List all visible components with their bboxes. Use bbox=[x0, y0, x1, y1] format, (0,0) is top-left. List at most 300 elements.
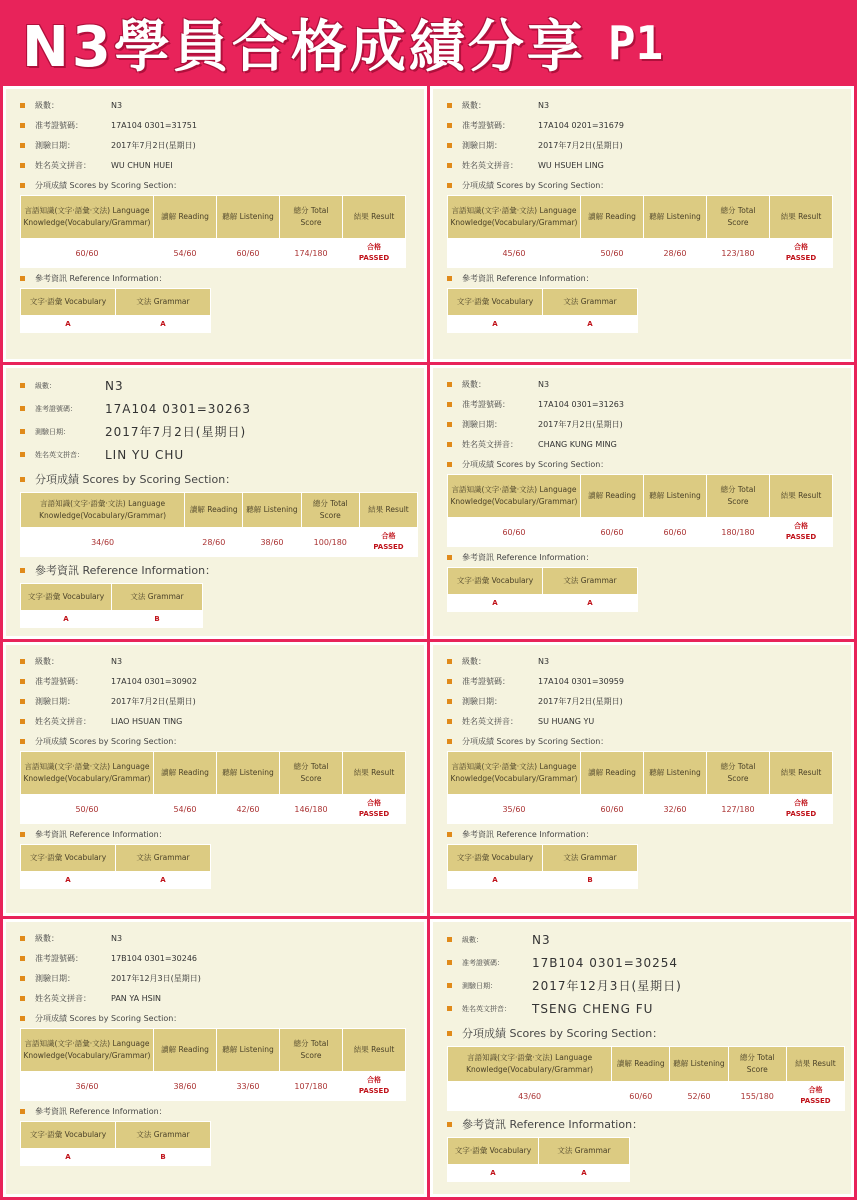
col-language-header: 言語知識(文字·語彙·文法) Language Knowledge(Vocabulary/Grammar) bbox=[448, 752, 580, 794]
bullet-icon bbox=[447, 183, 452, 188]
scores-section-heading bbox=[447, 1020, 845, 1046]
bullet-icon bbox=[20, 976, 25, 981]
result-en: PASSED bbox=[785, 810, 817, 818]
score-card bbox=[430, 86, 854, 362]
bullet-icon bbox=[20, 832, 25, 837]
score-table bbox=[20, 492, 418, 557]
exam-date-label: 測驗日期： bbox=[462, 419, 502, 429]
exam-date-label: 測驗日期： bbox=[35, 973, 75, 983]
result-cn: 合格 bbox=[794, 243, 808, 251]
level-row bbox=[20, 95, 418, 115]
exam-date-value: 2017年12月3日(星期日) bbox=[532, 979, 682, 993]
exam-number-row bbox=[447, 394, 845, 414]
level-row bbox=[447, 651, 845, 671]
exam-date-label: 測驗日期： bbox=[35, 140, 75, 150]
bullet-icon bbox=[20, 936, 25, 941]
result-cell bbox=[360, 528, 417, 556]
level-row bbox=[20, 651, 418, 671]
result-cell bbox=[343, 795, 405, 823]
grammar-grade: A bbox=[543, 595, 637, 611]
bullet-icon bbox=[20, 429, 25, 434]
col-total-header: 總分 Total Score bbox=[280, 752, 342, 794]
exam-number-value: 17A104 0301=31751 bbox=[111, 120, 197, 130]
total-score: 155/180 bbox=[729, 1082, 786, 1110]
reference-table bbox=[447, 567, 638, 612]
language-score: 60/60 bbox=[21, 239, 153, 267]
scores-section-heading bbox=[20, 175, 418, 195]
exam-number-value: 17A104 0301=30263 bbox=[105, 401, 251, 416]
exam-number-label: 准考證號碼： bbox=[35, 676, 83, 686]
score-card bbox=[3, 642, 427, 916]
col-total-header: 總分 Total Score bbox=[729, 1047, 786, 1081]
col-total-header: 總分 Total Score bbox=[302, 493, 359, 527]
score-card bbox=[3, 919, 427, 1197]
grammar-header: 文法 Grammar bbox=[543, 845, 637, 871]
scores-section-label: 分項成績 Scores by Scoring Section： bbox=[462, 736, 609, 746]
language-score: 35/60 bbox=[448, 795, 580, 823]
reference-table bbox=[20, 583, 203, 628]
bullet-icon bbox=[447, 659, 452, 664]
vocab-header: 文字·語彙 Vocabulary bbox=[21, 289, 115, 315]
vocab-header: 文字·語彙 Vocabulary bbox=[21, 584, 111, 610]
exam-date-value: 2017年7月2日(星期日) bbox=[538, 140, 623, 150]
listening-score: 38/60 bbox=[243, 528, 300, 556]
scores-section-label: 分項成績 Scores by Scoring Section： bbox=[35, 1013, 182, 1023]
col-language-header: 言語知識(文字·語彙·文法) Language Knowledge(Vocabulary/Grammar) bbox=[21, 493, 184, 527]
exam-number-row bbox=[20, 115, 418, 135]
score-table bbox=[20, 1028, 406, 1101]
scores-section-heading bbox=[447, 175, 845, 195]
level-value: N3 bbox=[532, 932, 551, 947]
scores-section-label: 分項成績 Scores by Scoring Section： bbox=[35, 180, 182, 190]
result-cell bbox=[770, 518, 832, 546]
bullet-icon bbox=[20, 956, 25, 961]
vocab-header: 文字·語彙 Vocabulary bbox=[448, 1138, 538, 1164]
name-row bbox=[20, 443, 418, 466]
col-listening-header: 聽解 Listening bbox=[644, 196, 706, 238]
col-listening-header: 聽解 Listening bbox=[217, 196, 279, 238]
bullet-icon bbox=[447, 937, 452, 942]
exam-number-label: 准考證號碼： bbox=[35, 953, 83, 963]
result-cn: 合格 bbox=[381, 532, 396, 540]
reference-section-label: 參考資訊 Reference Information： bbox=[462, 829, 594, 839]
name-label: 姓名英文拼音： bbox=[35, 993, 91, 1003]
name-label: 姓名英文拼音： bbox=[462, 716, 518, 726]
result-cn: 合格 bbox=[367, 799, 381, 807]
exam-date-value: 2017年12月3日(星期日) bbox=[111, 973, 201, 983]
bullet-icon bbox=[20, 383, 25, 388]
exam-date-value: 2017年7月2日(星期日) bbox=[111, 140, 196, 150]
name-row bbox=[447, 434, 845, 454]
name-value: LIAO HSUAN TING bbox=[111, 716, 183, 726]
col-reading-header: 讀解 Reading bbox=[154, 196, 216, 238]
reference-section-heading bbox=[20, 1101, 418, 1121]
col-result-header: 結果 Result bbox=[343, 1029, 405, 1071]
bullet-icon bbox=[20, 143, 25, 148]
total-score: 123/180 bbox=[707, 239, 769, 267]
level-value: N3 bbox=[105, 378, 124, 393]
name-label: 姓名英文拼音： bbox=[35, 716, 91, 726]
grammar-header: 文法 Grammar bbox=[539, 1138, 629, 1164]
language-score: 60/60 bbox=[448, 518, 580, 546]
bullet-icon bbox=[447, 143, 452, 148]
bullet-icon bbox=[447, 123, 452, 128]
bullet-icon bbox=[447, 719, 452, 724]
exam-number-label: 准考證號碼： bbox=[462, 120, 510, 130]
col-total-header: 總分 Total Score bbox=[707, 752, 769, 794]
col-result-header: 結果 Result bbox=[770, 196, 832, 238]
col-result-header: 結果 Result bbox=[770, 475, 832, 517]
bullet-icon bbox=[447, 1122, 452, 1127]
col-reading-header: 讀解 Reading bbox=[154, 1029, 216, 1071]
bullet-icon bbox=[20, 739, 25, 744]
exam-number-value: 17B104 0301=30246 bbox=[111, 953, 197, 963]
level-value: N3 bbox=[111, 100, 123, 110]
level-label: 級數： bbox=[35, 933, 59, 943]
bullet-icon bbox=[447, 1031, 452, 1036]
result-en: PASSED bbox=[358, 1087, 390, 1095]
total-score: 180/180 bbox=[707, 518, 769, 546]
col-listening-header: 聽解 Listening bbox=[670, 1047, 727, 1081]
name-label: 姓名英文拼音： bbox=[462, 439, 518, 449]
reading-score: 60/60 bbox=[581, 795, 643, 823]
col-result-header: 結果 Result bbox=[770, 752, 832, 794]
exam-number-label: 准考證號碼： bbox=[462, 676, 510, 686]
vocab-header: 文字·語彙 Vocabulary bbox=[448, 845, 542, 871]
col-result-header: 結果 Result bbox=[343, 752, 405, 794]
reading-score: 60/60 bbox=[581, 518, 643, 546]
result-en: PASSED bbox=[800, 1097, 831, 1105]
col-listening-header: 聽解 Listening bbox=[217, 1029, 279, 1071]
exam-date-row bbox=[20, 968, 418, 988]
bullet-icon bbox=[20, 123, 25, 128]
bullet-icon bbox=[447, 103, 452, 108]
name-value: TSENG CHENG FU bbox=[532, 1001, 654, 1016]
exam-number-value: 17A104 0301=30959 bbox=[538, 676, 624, 686]
exam-number-label: 准考證號碼： bbox=[35, 404, 77, 413]
grammar-header: 文法 Grammar bbox=[116, 289, 210, 315]
col-listening-header: 聽解 Listening bbox=[644, 752, 706, 794]
result-cn: 合格 bbox=[808, 1086, 823, 1094]
level-value: N3 bbox=[111, 933, 123, 943]
total-score: 107/180 bbox=[280, 1072, 342, 1100]
col-language-header: 言語知識(文字·語彙·文法) Language Knowledge(Vocabulary/Grammar) bbox=[21, 1029, 153, 1071]
name-value: LIN YU CHU bbox=[105, 447, 185, 462]
scores-section-heading bbox=[447, 454, 845, 474]
listening-score: 28/60 bbox=[644, 239, 706, 267]
exam-date-row bbox=[20, 135, 418, 155]
name-value: WU HSUEH LING bbox=[538, 160, 604, 170]
scores-section-heading bbox=[447, 731, 845, 751]
vocab-grade: A bbox=[21, 611, 111, 627]
score-card bbox=[3, 365, 427, 639]
level-value: N3 bbox=[538, 379, 550, 389]
score-table bbox=[447, 1046, 845, 1111]
result-cell bbox=[770, 239, 832, 267]
vocab-grade: A bbox=[21, 872, 115, 888]
exam-number-row bbox=[20, 671, 418, 691]
score-table bbox=[20, 195, 406, 268]
name-row bbox=[20, 155, 418, 175]
result-en: PASSED bbox=[785, 533, 817, 541]
name-value: SU HUANG YU bbox=[538, 716, 595, 726]
language-score: 45/60 bbox=[448, 239, 580, 267]
reference-section-heading bbox=[447, 824, 845, 844]
grammar-header: 文法 Grammar bbox=[543, 289, 637, 315]
level-row bbox=[447, 95, 845, 115]
col-result-header: 結果 Result bbox=[360, 493, 417, 527]
level-row bbox=[447, 374, 845, 394]
exam-date-label: 測驗日期： bbox=[35, 427, 70, 436]
total-score: 127/180 bbox=[707, 795, 769, 823]
bullet-icon bbox=[20, 276, 25, 281]
bullet-icon bbox=[447, 832, 452, 837]
bullet-icon bbox=[447, 422, 452, 427]
page-number: P1 bbox=[607, 16, 664, 70]
exam-number-label: 准考證號碼： bbox=[462, 958, 504, 967]
reference-section-label: 參考資訊 Reference Information： bbox=[35, 1106, 167, 1116]
result-cn: 合格 bbox=[794, 522, 808, 530]
page-title: N3學員合格成績分享 bbox=[22, 15, 586, 80]
total-score: 174/180 bbox=[280, 239, 342, 267]
exam-date-row bbox=[20, 420, 418, 443]
level-label: 級數： bbox=[462, 656, 486, 666]
col-reading-header: 讀解 Reading bbox=[154, 752, 216, 794]
reference-section-label: 參考資訊 Reference Information： bbox=[462, 552, 594, 562]
vocab-grade: A bbox=[448, 1165, 538, 1181]
level-label: 級數： bbox=[462, 379, 486, 389]
reference-table bbox=[20, 288, 211, 333]
result-cell bbox=[343, 1072, 405, 1100]
scores-section-label: 分項成績 Scores by Scoring Section： bbox=[35, 736, 182, 746]
bullet-icon bbox=[20, 1109, 25, 1114]
vocab-header: 文字·語彙 Vocabulary bbox=[21, 845, 115, 871]
bullet-icon bbox=[20, 163, 25, 168]
col-total-header: 總分 Total Score bbox=[280, 196, 342, 238]
score-table bbox=[447, 195, 833, 268]
exam-number-row bbox=[447, 115, 845, 135]
score-card bbox=[430, 919, 854, 1197]
exam-number-label: 准考證號碼： bbox=[462, 399, 510, 409]
score-card bbox=[3, 86, 427, 362]
score-table bbox=[20, 751, 406, 824]
grammar-grade: A bbox=[543, 316, 637, 332]
vocab-grade: A bbox=[448, 595, 542, 611]
level-row bbox=[447, 928, 845, 951]
reference-section-heading bbox=[447, 1111, 845, 1137]
level-label: 級數： bbox=[35, 656, 59, 666]
exam-date-value: 2017年7月2日(星期日) bbox=[538, 419, 623, 429]
name-label: 姓名英文拼音： bbox=[462, 1004, 511, 1013]
reading-score: 50/60 bbox=[581, 239, 643, 267]
bullet-icon bbox=[20, 996, 25, 1001]
exam-number-row bbox=[447, 671, 845, 691]
reference-table bbox=[20, 844, 211, 889]
grammar-grade: A bbox=[116, 316, 210, 332]
reference-table bbox=[447, 288, 638, 333]
reading-score: 60/60 bbox=[612, 1082, 669, 1110]
name-row bbox=[447, 711, 845, 731]
bullet-icon bbox=[20, 659, 25, 664]
reference-section-label: 參考資訊 Reference Information： bbox=[35, 564, 217, 577]
vocab-header: 文字·語彙 Vocabulary bbox=[21, 1122, 115, 1148]
grammar-header: 文法 Grammar bbox=[543, 568, 637, 594]
level-label: 級數： bbox=[35, 381, 56, 390]
bullet-icon bbox=[20, 103, 25, 108]
listening-score: 60/60 bbox=[644, 518, 706, 546]
bullet-icon bbox=[447, 555, 452, 560]
exam-date-value: 2017年7月2日(星期日) bbox=[105, 425, 247, 439]
exam-number-row bbox=[20, 397, 418, 420]
result-cn: 合格 bbox=[794, 799, 808, 807]
total-score: 146/180 bbox=[280, 795, 342, 823]
reading-score: 38/60 bbox=[154, 1072, 216, 1100]
grammar-header: 文法 Grammar bbox=[112, 584, 202, 610]
exam-number-value: 17B104 0301=30254 bbox=[532, 955, 678, 970]
bullet-icon bbox=[447, 442, 452, 447]
bullet-icon bbox=[447, 679, 452, 684]
col-result-header: 結果 Result bbox=[787, 1047, 844, 1081]
bullet-icon bbox=[20, 1016, 25, 1021]
level-value: N3 bbox=[111, 656, 123, 666]
col-language-header: 言語知識(文字·語彙·文法) Language Knowledge(Vocabulary/Grammar) bbox=[21, 196, 153, 238]
listening-score: 60/60 bbox=[217, 239, 279, 267]
col-listening-header: 聽解 Listening bbox=[644, 475, 706, 517]
language-score: 50/60 bbox=[21, 795, 153, 823]
grammar-header: 文法 Grammar bbox=[116, 845, 210, 871]
name-label: 姓名英文拼音： bbox=[462, 160, 518, 170]
col-reading-header: 讀解 Reading bbox=[612, 1047, 669, 1081]
exam-date-row bbox=[447, 414, 845, 434]
scores-section-label: 分項成績 Scores by Scoring Section： bbox=[35, 473, 237, 486]
bullet-icon bbox=[20, 679, 25, 684]
reference-section-label: 參考資訊 Reference Information： bbox=[462, 273, 594, 283]
col-listening-header: 聽解 Listening bbox=[243, 493, 300, 527]
col-reading-header: 讀解 Reading bbox=[581, 196, 643, 238]
result-cell bbox=[343, 239, 405, 267]
exam-date-row bbox=[447, 135, 845, 155]
scores-section-label: 分項成績 Scores by Scoring Section： bbox=[462, 1027, 664, 1040]
col-language-header: 言語知識(文字·語彙·文法) Language Knowledge(Vocabulary/Grammar) bbox=[448, 1047, 611, 1081]
reference-section-heading bbox=[20, 268, 418, 288]
reference-section-heading bbox=[447, 547, 845, 567]
vocab-grade: A bbox=[21, 1149, 115, 1165]
col-reading-header: 讀解 Reading bbox=[185, 493, 242, 527]
exam-date-label: 測驗日期： bbox=[462, 981, 497, 990]
grammar-grade: A bbox=[116, 872, 210, 888]
level-label: 級數： bbox=[462, 100, 486, 110]
col-language-header: 言語知識(文字·語彙·文法) Language Knowledge(Vocabulary/Grammar) bbox=[21, 752, 153, 794]
bullet-icon bbox=[447, 960, 452, 965]
exam-number-value: 17A104 0301=30902 bbox=[111, 676, 197, 686]
scores-section-label: 分項成績 Scores by Scoring Section： bbox=[462, 459, 609, 469]
col-total-header: 總分 Total Score bbox=[707, 196, 769, 238]
grammar-grade: B bbox=[112, 611, 202, 627]
exam-number-value: 17A104 0201=31679 bbox=[538, 120, 624, 130]
vocab-grade: A bbox=[448, 316, 542, 332]
reference-table bbox=[447, 844, 638, 889]
score-card bbox=[430, 642, 854, 916]
reference-table bbox=[447, 1137, 630, 1182]
reading-score: 54/60 bbox=[154, 239, 216, 267]
listening-score: 33/60 bbox=[217, 1072, 279, 1100]
reference-table bbox=[20, 1121, 211, 1166]
name-row bbox=[447, 997, 845, 1020]
reference-section-heading bbox=[20, 824, 418, 844]
reference-section-heading bbox=[447, 268, 845, 288]
exam-date-row bbox=[20, 691, 418, 711]
exam-date-value: 2017年7月2日(星期日) bbox=[538, 696, 623, 706]
exam-date-row bbox=[447, 691, 845, 711]
score-table bbox=[447, 751, 833, 824]
vocab-grade: A bbox=[21, 316, 115, 332]
bullet-icon bbox=[20, 699, 25, 704]
listening-score: 32/60 bbox=[644, 795, 706, 823]
col-total-header: 總分 Total Score bbox=[280, 1029, 342, 1071]
listening-score: 42/60 bbox=[217, 795, 279, 823]
total-score: 100/180 bbox=[302, 528, 359, 556]
bullet-icon bbox=[20, 477, 25, 482]
col-listening-header: 聽解 Listening bbox=[217, 752, 279, 794]
reading-score: 28/60 bbox=[185, 528, 242, 556]
name-row bbox=[447, 155, 845, 175]
exam-number-label: 准考證號碼： bbox=[35, 120, 83, 130]
result-en: PASSED bbox=[785, 254, 817, 262]
exam-date-label: 測驗日期： bbox=[462, 140, 502, 150]
exam-date-label: 測驗日期： bbox=[462, 696, 502, 706]
col-language-header: 言語知識(文字·語彙·文法) Language Knowledge(Vocabulary/Grammar) bbox=[448, 475, 580, 517]
name-value: CHANG KUNG MING bbox=[538, 439, 617, 449]
col-reading-header: 讀解 Reading bbox=[581, 752, 643, 794]
bullet-icon bbox=[20, 568, 25, 573]
name-label: 姓名英文拼音： bbox=[35, 160, 91, 170]
result-en: PASSED bbox=[358, 810, 390, 818]
exam-date-value: 2017年7月2日(星期日) bbox=[111, 696, 196, 706]
scores-section-label: 分項成績 Scores by Scoring Section： bbox=[462, 180, 609, 190]
bullet-icon bbox=[447, 382, 452, 387]
reference-section-heading bbox=[20, 557, 418, 583]
scores-section-heading bbox=[20, 731, 418, 751]
listening-score: 52/60 bbox=[670, 1082, 727, 1110]
bullet-icon bbox=[447, 402, 452, 407]
bullet-icon bbox=[447, 163, 452, 168]
bullet-icon bbox=[447, 983, 452, 988]
result-cell bbox=[787, 1082, 844, 1110]
level-label: 級數： bbox=[462, 935, 483, 944]
result-en: PASSED bbox=[373, 543, 404, 551]
result-cn: 合格 bbox=[367, 243, 381, 251]
vocab-header: 文字·語彙 Vocabulary bbox=[448, 289, 542, 315]
score-card bbox=[430, 365, 854, 639]
grammar-grade: A bbox=[539, 1165, 629, 1181]
exam-date-label: 測驗日期： bbox=[35, 696, 75, 706]
scores-section-heading bbox=[20, 1008, 418, 1028]
level-value: N3 bbox=[538, 100, 550, 110]
bullet-icon bbox=[20, 452, 25, 457]
grammar-grade: B bbox=[116, 1149, 210, 1165]
bullet-icon bbox=[447, 276, 452, 281]
name-label: 姓名英文拼音： bbox=[35, 450, 84, 459]
name-value: PAN YA HSIN bbox=[111, 993, 162, 1003]
level-row bbox=[20, 928, 418, 948]
level-row bbox=[20, 374, 418, 397]
bullet-icon bbox=[20, 719, 25, 724]
bullet-icon bbox=[447, 1006, 452, 1011]
vocab-header: 文字·語彙 Vocabulary bbox=[448, 568, 542, 594]
result-en: PASSED bbox=[358, 254, 390, 262]
result-cn: 合格 bbox=[367, 1076, 381, 1084]
score-table bbox=[447, 474, 833, 547]
